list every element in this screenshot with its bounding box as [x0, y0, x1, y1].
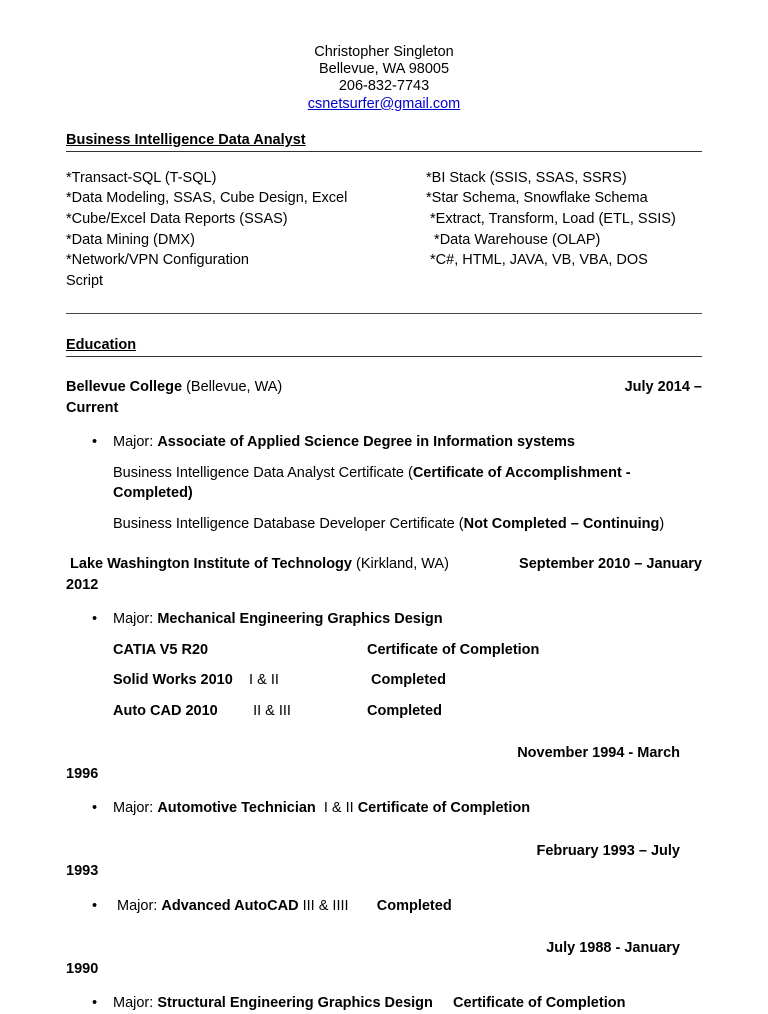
section-divider-wrap: [66, 313, 702, 314]
bullet-icon: •: [92, 995, 98, 1012]
title-divider: [66, 151, 702, 152]
course-name: Auto CAD 2010: [113, 702, 218, 719]
text-run: Business Intelligence Data Analyst Certificate (: [113, 464, 413, 481]
entry-dates-wrap: 1993: [66, 863, 99, 880]
bullet-icon: •: [92, 897, 98, 914]
course-name: CATIA V5 R20: [113, 641, 209, 658]
entry-dates-block: [66, 841, 702, 882]
skill-line: *BI Stack (SSIS, SSAS, SSRS): [426, 169, 627, 186]
text-run: ): [659, 515, 665, 532]
education-bullet: [66, 993, 702, 1014]
text-run-bold: Mechanical Engineering Graphics Design: [157, 611, 443, 628]
education-bullet: [66, 432, 702, 453]
skills-column-left: [66, 168, 426, 292]
entry-dates: February 1993 – July: [536, 842, 680, 859]
entry-dates-wrap: 1990: [66, 960, 99, 977]
text-run-bold: Certificate of Accomplishment - Completed): [113, 464, 635, 502]
entry-dates-wrap: Current: [66, 399, 119, 416]
page-title: Business Intelligence Data Analyst: [66, 131, 306, 148]
text-run: Major:: [113, 897, 162, 914]
summary-title-row: [66, 131, 702, 152]
text-run: I & II: [315, 800, 358, 817]
text-run-bold: Structural Engineering Graphics Design: [157, 995, 433, 1012]
skill-line: *Extract, Transform, Load (ETL, SSIS): [426, 211, 676, 227]
text-run-bold: Certificate of Completion: [357, 800, 531, 817]
text-run-bold: Certificate of Completion: [453, 995, 626, 1012]
bullet-icon: •: [92, 434, 98, 451]
education-bullet: [66, 896, 702, 917]
resume-content: [66, 0, 702, 1014]
section-divider: [66, 313, 702, 314]
course-status: Completed: [367, 702, 442, 719]
contact-header: [66, 44, 702, 113]
institution-location: (Bellevue, WA): [182, 379, 283, 396]
education-subline: [66, 514, 702, 535]
text-run-bold: Associate of Applied Science Degree in Information systems: [157, 434, 575, 451]
course-status: Certificate of Completion: [367, 641, 540, 658]
education-heading: Education: [66, 337, 137, 354]
skills-column-right: [426, 168, 702, 292]
text-run: III & IIII: [298, 897, 349, 914]
text-run: Major:: [113, 995, 158, 1012]
skill-line: *C#, HTML, JAVA, VB, VBA, DOS: [426, 252, 648, 269]
course-row: [66, 670, 702, 691]
text-run: Major:: [113, 611, 158, 628]
entry-dates-wrap: 2012: [66, 576, 99, 593]
candidate-email-line: [66, 96, 702, 113]
skill-line: *Data Warehouse (OLAP): [426, 231, 601, 248]
education-subline: [66, 463, 702, 504]
education-divider: [66, 356, 702, 357]
text-run-bold: Not Completed – Continuing: [463, 515, 660, 532]
entry-dates: July 1988 - January: [546, 940, 680, 957]
email-link[interactable]: csnetsurfer@gmail.com: [307, 95, 461, 112]
course-status: Completed: [367, 672, 446, 689]
text-run: Major:: [113, 434, 158, 451]
skill-line: Script: [66, 272, 104, 289]
entry-dates: September 2010 – January: [519, 556, 702, 573]
education-entry-header: [66, 554, 702, 595]
bullet-icon: •: [92, 611, 98, 628]
entry-dates: November 1994 - March: [517, 745, 680, 762]
text-run: [433, 995, 453, 1011]
text-run: Major:: [113, 800, 158, 817]
education-title-row: [66, 336, 702, 357]
skills-block: [66, 168, 702, 292]
skill-line: *Transact-SQL (T-SQL): [66, 169, 217, 186]
institution-name: Bellevue College: [66, 379, 183, 396]
institution-location: (Kirkland, WA): [351, 556, 449, 573]
entry-dates: July 2014 –: [624, 379, 702, 396]
candidate-name: Christopher Singleton: [314, 44, 454, 60]
education-bullet: [66, 609, 702, 630]
skill-line: *Data Modeling, SSAS, Cube Design, Excel: [66, 190, 348, 207]
text-run: Business Intelligence Database Developer Certificate (: [113, 515, 464, 532]
entry-dates-wrap: 1996: [66, 765, 99, 782]
skill-line: *Data Mining (DMX): [66, 231, 195, 248]
skill-line: *Cube/Excel Data Reports (SSAS): [66, 211, 288, 227]
candidate-location: Bellevue, WA 98005: [318, 61, 450, 78]
text-run-bold: Advanced AutoCAD: [161, 897, 299, 914]
institution-name: Lake Washington Institute of Technology: [66, 556, 352, 573]
bullet-icon: •: [92, 800, 98, 817]
course-row: [66, 640, 702, 661]
skills-columns: [66, 168, 702, 292]
course-row: [66, 701, 702, 722]
course-level: [241, 640, 367, 661]
course-level: II & III: [241, 702, 291, 719]
skill-line: *Star Schema, Snowflake Schema: [426, 190, 648, 207]
education-entries: [66, 377, 702, 1014]
course-level: I & II: [241, 672, 279, 689]
entry-dates-block: [66, 938, 702, 979]
education-entry-header: [66, 377, 702, 418]
candidate-phone: 206-832-7743: [338, 78, 430, 95]
skill-line: *Network/VPN Configuration: [66, 252, 249, 269]
course-name: Solid Works 2010: [113, 672, 233, 689]
education-bullet: [66, 798, 702, 819]
text-run-bold: Completed: [348, 897, 452, 914]
text-run-bold: Automotive Technician: [157, 800, 316, 817]
entry-dates-block: [66, 743, 702, 784]
